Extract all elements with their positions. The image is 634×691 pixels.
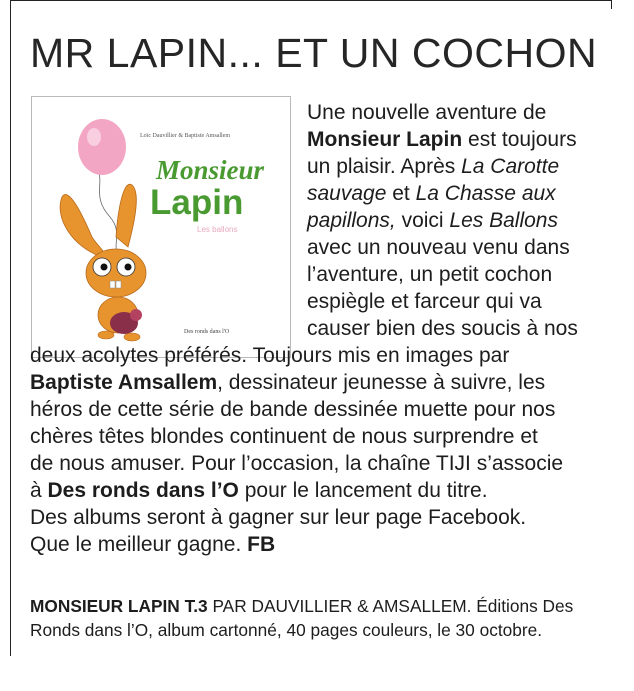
rabbit-left-pupil (101, 264, 108, 271)
body-line: avec un nouveau venu dans (307, 236, 570, 259)
book-credits: MONSIEUR LAPIN T.3 PAR DAUVILLIER & AMSALLEM. Éditions Des Ronds dans l’O, album cartonné, 40 pages couleurs, le 30 octobre. (30, 596, 574, 640)
body-line: héros de cette série de bande dessinée muette pour nos (30, 398, 556, 421)
balloon-string (98, 169, 120, 257)
rabbit-right-pupil (125, 264, 132, 271)
body-line: papillons, voici Les Ballons (307, 209, 558, 232)
rabbit-tooth-left (110, 281, 115, 288)
body-line: Monsieur Lapin est toujours (307, 128, 577, 151)
cover-title-monsieur: Monsieur (156, 155, 265, 185)
piglet-head (130, 309, 142, 321)
rabbit-left-foot (98, 331, 114, 339)
body-line: deux acolytes préférés. Toujours mis en images par (30, 344, 510, 367)
rabbit-right-ear (116, 184, 136, 247)
rabbit-right-foot (124, 333, 140, 341)
body-line: Baptiste Amsallem, dessinateur jeunesse à suivre, les (30, 371, 546, 394)
cover-title-lapin: Lapin (150, 183, 244, 222)
body-line: espiègle et farceur qui va (307, 290, 542, 313)
rabbit-left-ear (60, 195, 105, 257)
cover-authors: Loïc Dauvillier & Baptiste Amsallem (140, 133, 230, 139)
book-cover (31, 96, 291, 358)
article-title: MR LAPIN... ET UN COCHON (30, 30, 598, 76)
balloon-highlight (87, 128, 101, 146)
body-line: causer bien des soucis à nos (307, 317, 578, 340)
body-line: sauvage et La Chasse aux (307, 182, 556, 205)
pink-balloon (78, 119, 126, 175)
body-line: à Des ronds dans l’O pour le lancement du titre. (30, 479, 488, 502)
cover-subtitle: Les ballons (197, 225, 238, 234)
body-line: Une nouvelle aventure de (307, 101, 547, 124)
body-line: Des albums seront à gagner sur leur page Facebook. (30, 506, 527, 529)
body-line: de nous amuser. Pour l’occasion, la chaîne TIJI s’associe (30, 452, 564, 475)
body-line: chères têtes blondes continuent de nous surprendre et (30, 425, 538, 448)
cover-publisher: Des ronds dans l'O (184, 329, 230, 335)
frame-top-border (10, 0, 612, 9)
body-line: un plaisir. Après La Carotte (307, 155, 560, 178)
frame-left-border (10, 0, 11, 656)
rabbit-tooth-right (116, 281, 121, 288)
body-line: l’aventure, un petit cochon (307, 263, 553, 286)
body-line: Que le meilleur gagne. FB (30, 533, 276, 556)
